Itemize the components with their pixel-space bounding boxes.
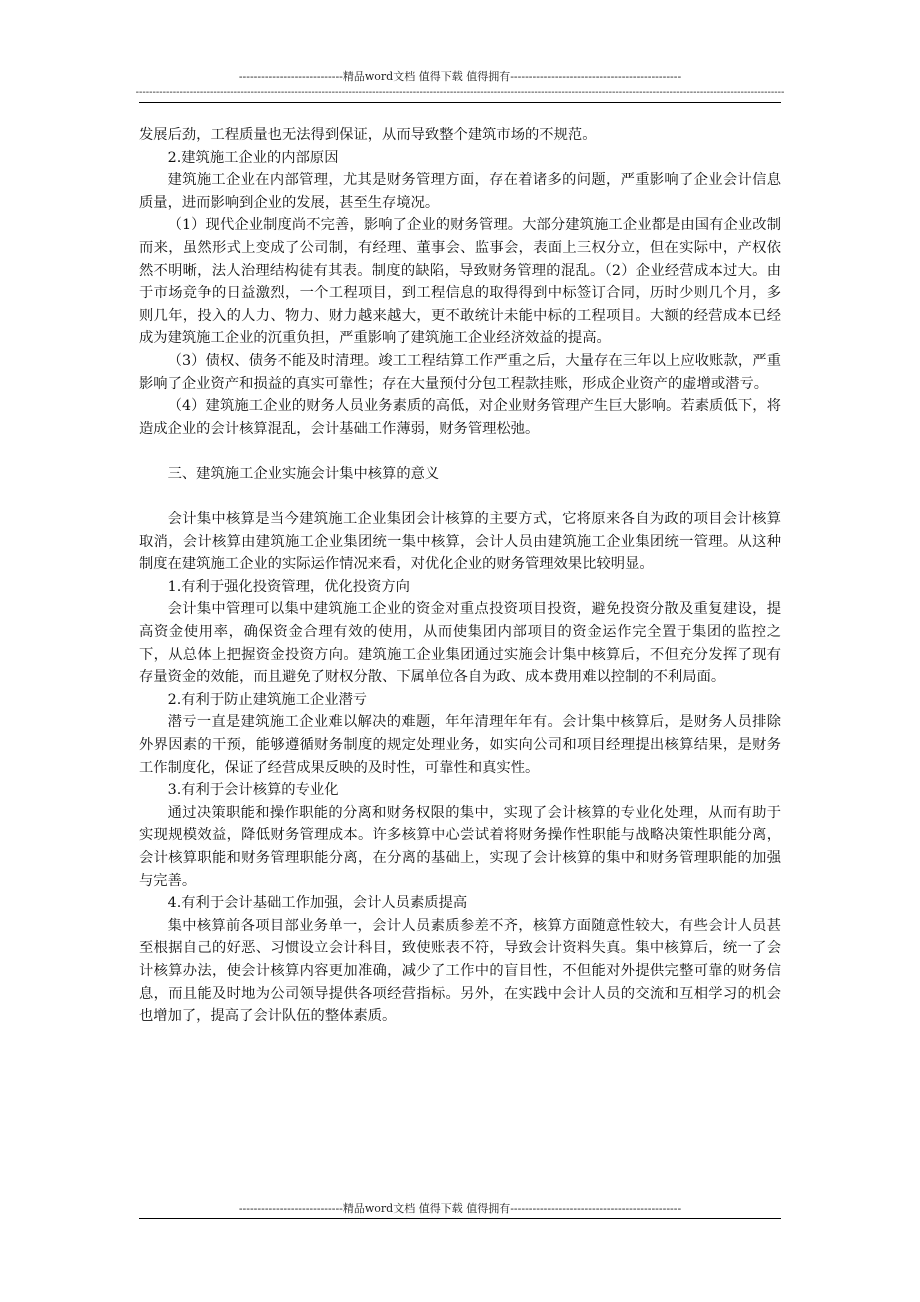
- paragraph-item-4: （4）建筑施工企业的财务人员业务素质的高低，对企业财务管理产生巨大影响。若素质低下，将造成企业的会计核算混乱，会计基础工作薄弱，财务管理松弛。: [139, 398, 781, 437]
- subheading-basic-work: 4.有利于会计基础工作加强，会计人员素质提高: [167, 895, 468, 912]
- paragraph-hidden-loss: 潜亏一直是建筑施工企业难以解决的难题，年年清理年年有。会计集中核算后，是财务人员排除外界因素的干预，能够遵循财务制度的规定处理业务，如实向公司和项目经理提出核算结果，是财务工作制度化，保证了经营成果反映的及时性，可靠性和真实性。: [139, 714, 781, 776]
- chapter-heading-significance: 三、建筑施工企业实施会计集中核算的意义: [167, 465, 440, 482]
- subheading-hidden-loss: 2.有利于防止建筑施工企业潜亏: [167, 691, 368, 708]
- spacer: [139, 440, 781, 463]
- spacer: [139, 486, 781, 509]
- subheading-specialization: 3.有利于会计核算的专业化: [167, 782, 339, 799]
- paragraph-specialization: 通过决策职能和操作职能的分离和财务权限的集中，实现了会计核算的专业化处理，从而有助于实现规模效益，降低财务管理成本。许多核算中心尝试着将财务操作性职能与战略决策性职能分离，会计核算职能和财务管理职能分离，在分离的基础上，实现了会计核算的集中和财务管理职能的加强与完善。: [139, 804, 781, 889]
- paragraph-continuation: 发展后劲，工程质量也无法得到保证，从而导致整个建筑市场的不规范。: [139, 127, 597, 143]
- paragraph-item-1-2: （1）现代企业制度尚不完善，影响了企业的财务管理。大部分建筑施工企业都是由国有企业改制而来，虽然形式上变成了公司制，有经理、董事会、监事会，表面上三权分立，但在实际中，产权依然不明晰，法人治理结构徒有其表。制度的缺陷，导致财务管理的混乱。（2）企业经营成本过大。由于市场竞争的日益激烈，一个工程项目，到工程信息的取得得到中标签订合同，历时少则几个月，多则几年，投入的人力、物力、财力越来越大，更不敢统计未能中标的工程项目。大额的经营成本已经成为建筑施工企业的沉重负担，严重影响了建筑施工企业经济效益的提高。: [139, 217, 781, 347]
- paragraph-item-3: （3）债权、债务不能及时清理。竣工工程结算工作严重之后，大量存在三年以上应收账款，严重影响了企业资产和损益的真实可靠性；存在大量预付分包工程款挂账，形成企业资产的虚增或潜亏。: [139, 352, 781, 392]
- header-dashes: ------------------------------------------------------------------------------------------------------------------------------------------------------------------------------------------------: [135, 87, 785, 98]
- paragraph-investment: 会计集中管理可以集中建筑施工企业的资金对重点投资项目投资，避免投资分散及重复建设，提高资金使用率，确保资金合理有效的使用，从而使集团内部项目的资金运作完全置于集团的监控之下，从总体上把握资金投资方向。建筑施工企业集团通过实施会计集中核算后，不但充分发挥了现有存量资金的效能，而且避免了财权分散、下属单位各自为政、成本费用难以控制的不利局面。: [139, 601, 781, 686]
- footer-rule: [139, 1218, 781, 1219]
- footer-banner: ----------------------------精品word文档 值得下载 值得拥有----------------------------------------------: [238, 1202, 682, 1215]
- paragraph-significance-intro: 会计集中核算是当今建筑施工企业集团会计核算的主要方式，它将原来各自为政的项目会计核算取消，会计核算由建筑施工企业集团统一集中核算，会计人员由建筑施工企业集团统一管理。从这种制度在建筑施工企业的实际运作情况来看，对优化企业的财务管理效果比较明显。: [139, 511, 781, 573]
- subheading-investment: 1.有利于强化投资管理，优化投资方向: [167, 578, 410, 595]
- section-heading-internal-causes: 2.建筑施工企业的内部原因: [167, 149, 339, 166]
- document-body: [139, 124, 781, 1028]
- paragraph-internal-intro: 建筑施工企业在内部管理，尤其是财务管理方面，存在着诸多的问题，严重影响了企业会计信息质量，进而影响到企业的发展，甚至生存境况。: [139, 172, 781, 211]
- header-rule: [139, 102, 781, 103]
- header-banner: ----------------------------精品word文档 值得下载 值得拥有----------------------------------------------: [238, 70, 682, 83]
- paragraph-basic-work: 集中核算前各项目部业务单一，会计人员素质参差不齐，核算方面随意性较大，有些会计人员甚至根据自己的好恶、习惯设立会计科目，致使账表不符，导致会计资料失真。集中核算后，统一了会计核算办法，使会计核算内容更加准确，减少了工作中的盲目性，不但能对外提供完整可靠的财务信息，而且能及时地为公司领导提供各项经营指标。另外，在实践中会计人员的交流和互相学习的机会也增加了，提高了会计队伍的整体素质。: [139, 917, 781, 1025]
